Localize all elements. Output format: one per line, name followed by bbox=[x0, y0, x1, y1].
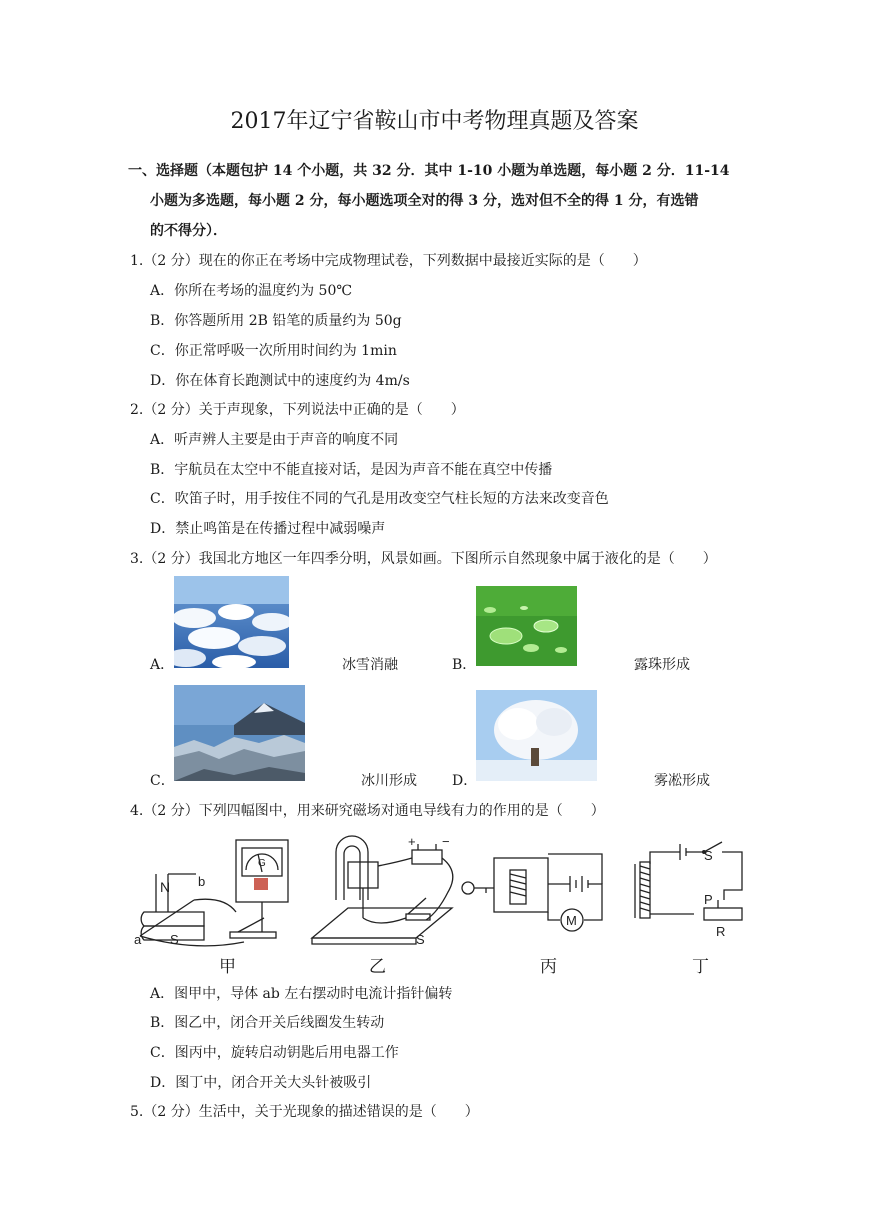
question-2-option-d: D．禁止鸣笛是在传播过程中减弱噪声 bbox=[150, 521, 386, 537]
fig-jia-g-mark: G bbox=[258, 858, 266, 869]
fig-jia-s-mark: S bbox=[170, 932, 179, 947]
question-3-option-a-letter: A． bbox=[150, 657, 175, 673]
fig-yi-plus-mark: + bbox=[408, 834, 416, 849]
section-header-line2: 小题为多选题，每小题 2 分，每小题选项全对的得 3 分，选对但不全的得 1 分，有选错 bbox=[150, 193, 699, 209]
dew-drops-photo bbox=[476, 586, 577, 666]
question-3-option-c-letter: C． bbox=[150, 773, 175, 789]
question-4-option-a: A．图甲中，导体 ab 左右摆动时电流计指针偏转 bbox=[150, 986, 453, 1002]
fig-ding-switch-mark: S bbox=[704, 848, 713, 863]
fig-ding-r-mark: R bbox=[716, 924, 726, 939]
question-1-option-c: C．你正常呼吸一次所用时间约为 1min bbox=[150, 343, 397, 359]
fig-ding-p-mark: P bbox=[704, 892, 713, 907]
fig-bing-motor-mark: M bbox=[566, 913, 577, 928]
section-header-line1: 一、选择题（本题包护 14 个小题，共 32 分．其中 1-10 小题为单选题，每小题 2 分．11-14 bbox=[128, 163, 730, 179]
question-3-option-a-caption: 冰雪消融 bbox=[342, 657, 398, 673]
question-3-option-b-letter: B． bbox=[452, 657, 477, 673]
question-3-option-c-caption: 冰川形成 bbox=[361, 773, 417, 789]
fig-jia-a-mark: a bbox=[134, 932, 142, 947]
figure-yi-motor-diagram bbox=[308, 832, 460, 954]
figure-jia-induction-diagram bbox=[134, 834, 304, 952]
section-header-line3: 的不得分）． bbox=[150, 223, 227, 239]
question-1-option-b: B．你答题所用 2B 铅笔的质量约为 50g bbox=[150, 313, 402, 329]
fig-jia-n-mark: N bbox=[160, 879, 171, 895]
question-4-option-b: B．图乙中，闭合开关后线圈发生转动 bbox=[150, 1015, 385, 1031]
question-3-option-d-letter: D． bbox=[452, 773, 478, 789]
melting-ice-photo bbox=[174, 576, 289, 668]
rime-tree-photo bbox=[476, 690, 597, 781]
question-1-option-d: D．你在体育长跑测试中的速度约为 4m/s bbox=[150, 373, 410, 389]
question-1-option-a: A．你所在考场的温度约为 50℃ bbox=[150, 283, 353, 299]
figure-label-ding: 丁 bbox=[692, 957, 709, 977]
fig-yi-switch-mark: S bbox=[416, 932, 425, 947]
question-2-option-a: A．听声辨人主要是由于声音的响度不同 bbox=[150, 432, 399, 448]
question-4-stem: 4.（2 分）下列四幅图中，用来研究磁场对通电导线有力的作用的是（ ） bbox=[130, 803, 605, 819]
question-4-option-d: D．图丁中，闭合开关大头针被吸引 bbox=[150, 1075, 372, 1091]
question-2-option-c: C．吹笛子时，用手按住不同的气孔是用改变空气柱长短的方法来改变音色 bbox=[150, 491, 609, 507]
figure-ding-electromagnet-diagram bbox=[632, 838, 752, 948]
question-5-stem: 5.（2 分）生活中，关于光现象的描述错误的是（ ） bbox=[130, 1104, 479, 1120]
fig-jia-b-mark: b bbox=[198, 874, 206, 889]
question-4-option-c: C．图丙中，旋转启动钥匙后用电器工作 bbox=[150, 1045, 399, 1061]
glacier-photo bbox=[174, 685, 305, 781]
page-title: 2017年辽宁省鞍山市中考物理真题及答案 bbox=[230, 109, 639, 134]
question-3-option-d-caption: 雾凇形成 bbox=[654, 773, 710, 789]
figure-label-jia: 甲 bbox=[219, 957, 236, 977]
question-3-stem: 3.（2 分）我国北方地区一年四季分明，风景如画。下图所示自然现象中属于液化的是（ ） bbox=[130, 551, 717, 567]
figure-bing-relay-diagram bbox=[460, 848, 608, 944]
question-3-option-b-caption: 露珠形成 bbox=[634, 657, 690, 673]
figure-label-bing: 丙 bbox=[540, 957, 557, 977]
question-1-stem: 1.（2 分）现在的你正在考场中完成物理试卷，下列数据中最接近实际的是（ ） bbox=[130, 253, 647, 269]
question-2-stem: 2.（2 分）关于声现象，下列说法中正确的是（ ） bbox=[130, 402, 465, 418]
figure-label-yi: 乙 bbox=[369, 957, 386, 977]
fig-yi-minus-mark: − bbox=[442, 834, 450, 849]
question-2-option-b: B．宇航员在太空中不能直接对话，是因为声音不能在真空中传播 bbox=[150, 462, 553, 478]
